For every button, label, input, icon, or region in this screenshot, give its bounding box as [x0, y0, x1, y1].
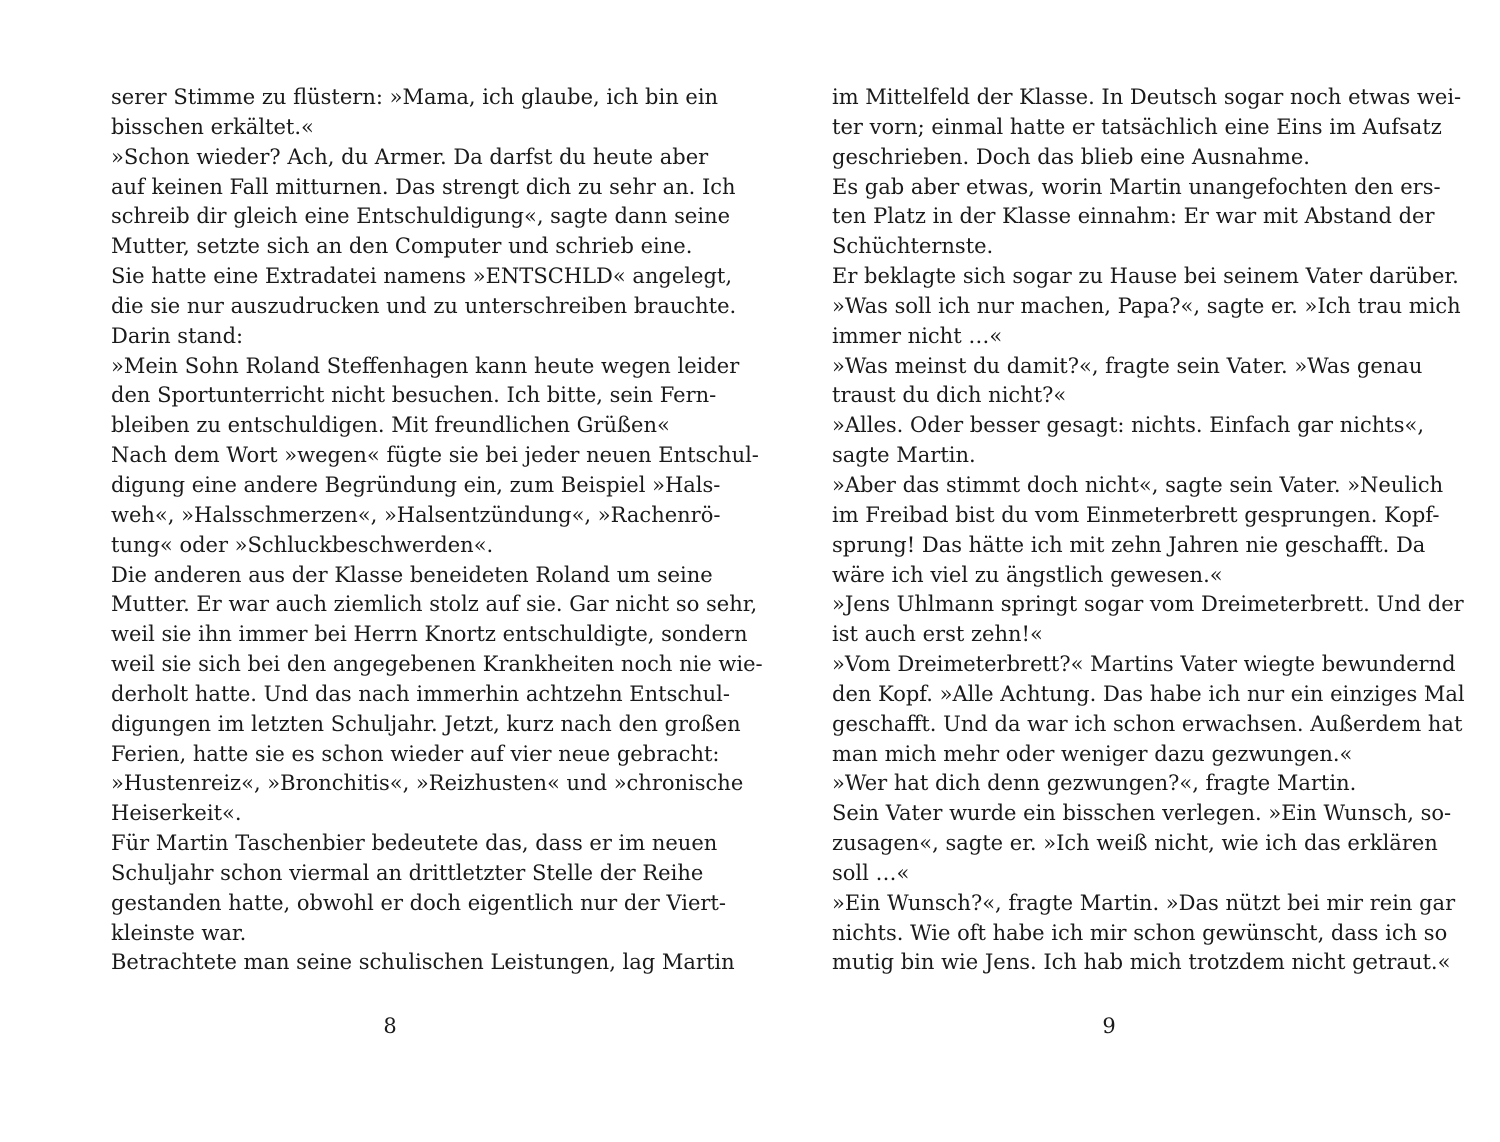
text-line: »Was meinst du damit?«, fragte sein Vater. »Was genau [832, 353, 1423, 378]
text-line: schreib dir gleich eine Entschuldigung«, sagte dann seine [111, 204, 731, 229]
text-line: zusagen«, sagte er. »Ich weiß nicht, wie ich das erklären [832, 831, 1438, 856]
text-line: kleinste war. [111, 920, 247, 945]
text-line: »Hustenreiz«, »Bronchitis«, »Reizhusten« und »chronische [111, 771, 744, 796]
text-line: bleiben zu entschuldigen. Mit freundlichen Grüßen« [111, 413, 670, 438]
text-line: »Alles. Oder besser gesagt: nichts. Einfach gar nichts«, [832, 413, 1425, 438]
text-line: gestanden hatte, obwohl er doch eigentlich nur der Viert- [111, 890, 726, 915]
text-line: auf keinen Fall mitturnen. Das strengt dich zu sehr an. Ich [111, 174, 736, 199]
text-line: man mich mehr oder weniger dazu gezwungen.« [832, 741, 1353, 766]
text-line: Schüchternste. [832, 234, 994, 259]
text-line: »Wer hat dich denn gezwungen?«, fragte Martin. [832, 771, 1357, 796]
text-line: geschrieben. Doch das blieb eine Ausnahme. [832, 144, 1310, 169]
text-line: »Aber das stimmt doch nicht«, sagte sein Vater. »Neulich [832, 472, 1444, 497]
text-line: »Schon wieder? Ach, du Armer. Da darfst du heute aber [111, 144, 709, 169]
text-line: im Freibad bist du vom Einmeterbrett gesprungen. Kopf- [832, 502, 1440, 527]
text-line: Er beklagte sich sogar zu Hause bei seinem Vater darüber. [832, 264, 1459, 289]
text-line: »Jens Uhlmann springt sogar vom Dreimeterbrett. Und der [832, 592, 1464, 617]
text-line: mutig bin wie Jens. Ich hab mich trotzdem nicht getraut.« [832, 950, 1451, 975]
text-line: ten Platz in der Klasse einnahm: Er war mit Abstand der [832, 204, 1435, 229]
text-line: ter vorn; einmal hatte er tatsächlich eine Eins im Aufsatz [832, 114, 1442, 139]
text-line: Die anderen aus der Klasse beneideten Roland um seine [111, 562, 713, 587]
text-line: Mutter. Er war auch ziemlich stolz auf sie. Gar nicht so sehr, [111, 592, 758, 617]
text-line: nichts. Wie oft habe ich mir schon gewünscht, dass ich so [832, 920, 1448, 945]
right-page-number: 9 [1102, 1014, 1116, 1038]
text-line: Ferien, hatte sie es schon wieder auf vier neue gebracht: [111, 741, 720, 766]
text-line: immer nicht …« [832, 323, 1003, 348]
text-line: Sie hatte eine Extradatei namens »ENTSCHLD« angelegt, [111, 264, 733, 289]
left-page-text [111, 83, 763, 978]
text-line: »Mein Sohn Roland Steffenhagen kann heute wegen leider [111, 353, 740, 378]
text-line: Für Martin Taschenbier bedeutete das, dass er im neuen [111, 831, 718, 856]
text-line: im Mittelfeld der Klasse. In Deutsch sogar noch etwas wei- [832, 85, 1462, 109]
text-line: Mutter, setzte sich an den Computer und schrieb eine. [111, 234, 693, 259]
text-line: bisschen erkältet.« [111, 114, 314, 139]
text-line: weil sie ihn immer bei Herrn Knortz entschuldigte, sondern [111, 622, 748, 647]
text-line: wäre ich viel zu ängstlich gewesen.« [832, 562, 1223, 587]
text-line: sagte Martin. [832, 443, 976, 468]
text-line: derholt hatte. Und das nach immerhin achtzehn Entschul- [111, 681, 730, 706]
text-line: Heiserkeit«. [111, 801, 242, 826]
text-line: »Vom Dreimeterbrett?« Martins Vater wiegte bewundernd [832, 652, 1456, 677]
text-line: tung« oder »Schluckbeschwerden«. [111, 532, 494, 557]
text-line: den Sportunterricht nicht besuchen. Ich bitte, sein Fern- [111, 383, 717, 408]
text-line: Betrachtete man seine schulischen Leistungen, lag Martin [111, 950, 735, 975]
text-line: geschafft. Und da war ich schon erwachsen. Außerdem hat [832, 711, 1463, 736]
text-line: traust du dich nicht?« [832, 383, 1067, 408]
text-line: Schuljahr schon viermal an drittletzter Stelle der Reihe [111, 860, 704, 885]
text-line: Es gab aber etwas, worin Martin unangefochten den ers- [832, 174, 1441, 199]
text-line: Sein Vater wurde ein bisschen verlegen. »Ein Wunsch, so- [832, 801, 1452, 826]
text-line: die sie nur auszudrucken und zu unterschreiben brauchte. [111, 293, 737, 318]
text-line: weil sie sich bei den angegebenen Krankheiten noch nie wie- [111, 652, 763, 677]
text-line: serer Stimme zu flüstern: »Mama, ich glaube, ich bin ein [111, 85, 719, 109]
text-line: sprung! Das hätte ich mit zehn Jahren nie geschafft. Da [832, 532, 1426, 557]
text-line: digungen im letzten Schuljahr. Jetzt, kurz nach den großen [111, 711, 741, 736]
text-line: »Was soll ich nur machen, Papa?«, sagte er. »Ich trau mich [832, 293, 1461, 318]
text-line: »Ein Wunsch?«, fragte Martin. »Das nützt bei mir rein gar [832, 890, 1456, 915]
text-line: Darin stand: [111, 323, 244, 348]
text-line: den Kopf. »Alle Achtung. Das habe ich nur ein einziges Mal [832, 681, 1465, 706]
right-page-text [832, 83, 1465, 978]
left-page-number: 8 [383, 1014, 397, 1038]
text-line: soll …« [832, 860, 910, 885]
text-line: ist auch erst zehn!« [832, 622, 1043, 647]
text-line: digung eine andere Begründung ein, zum Beispiel »Hals- [111, 472, 721, 497]
text-line: weh«, »Halsschmerzen«, »Halsentzündung«, »Rachenrö- [111, 502, 721, 527]
text-line: Nach dem Wort »wegen« fügte sie bei jeder neuen Entschul- [111, 443, 759, 468]
